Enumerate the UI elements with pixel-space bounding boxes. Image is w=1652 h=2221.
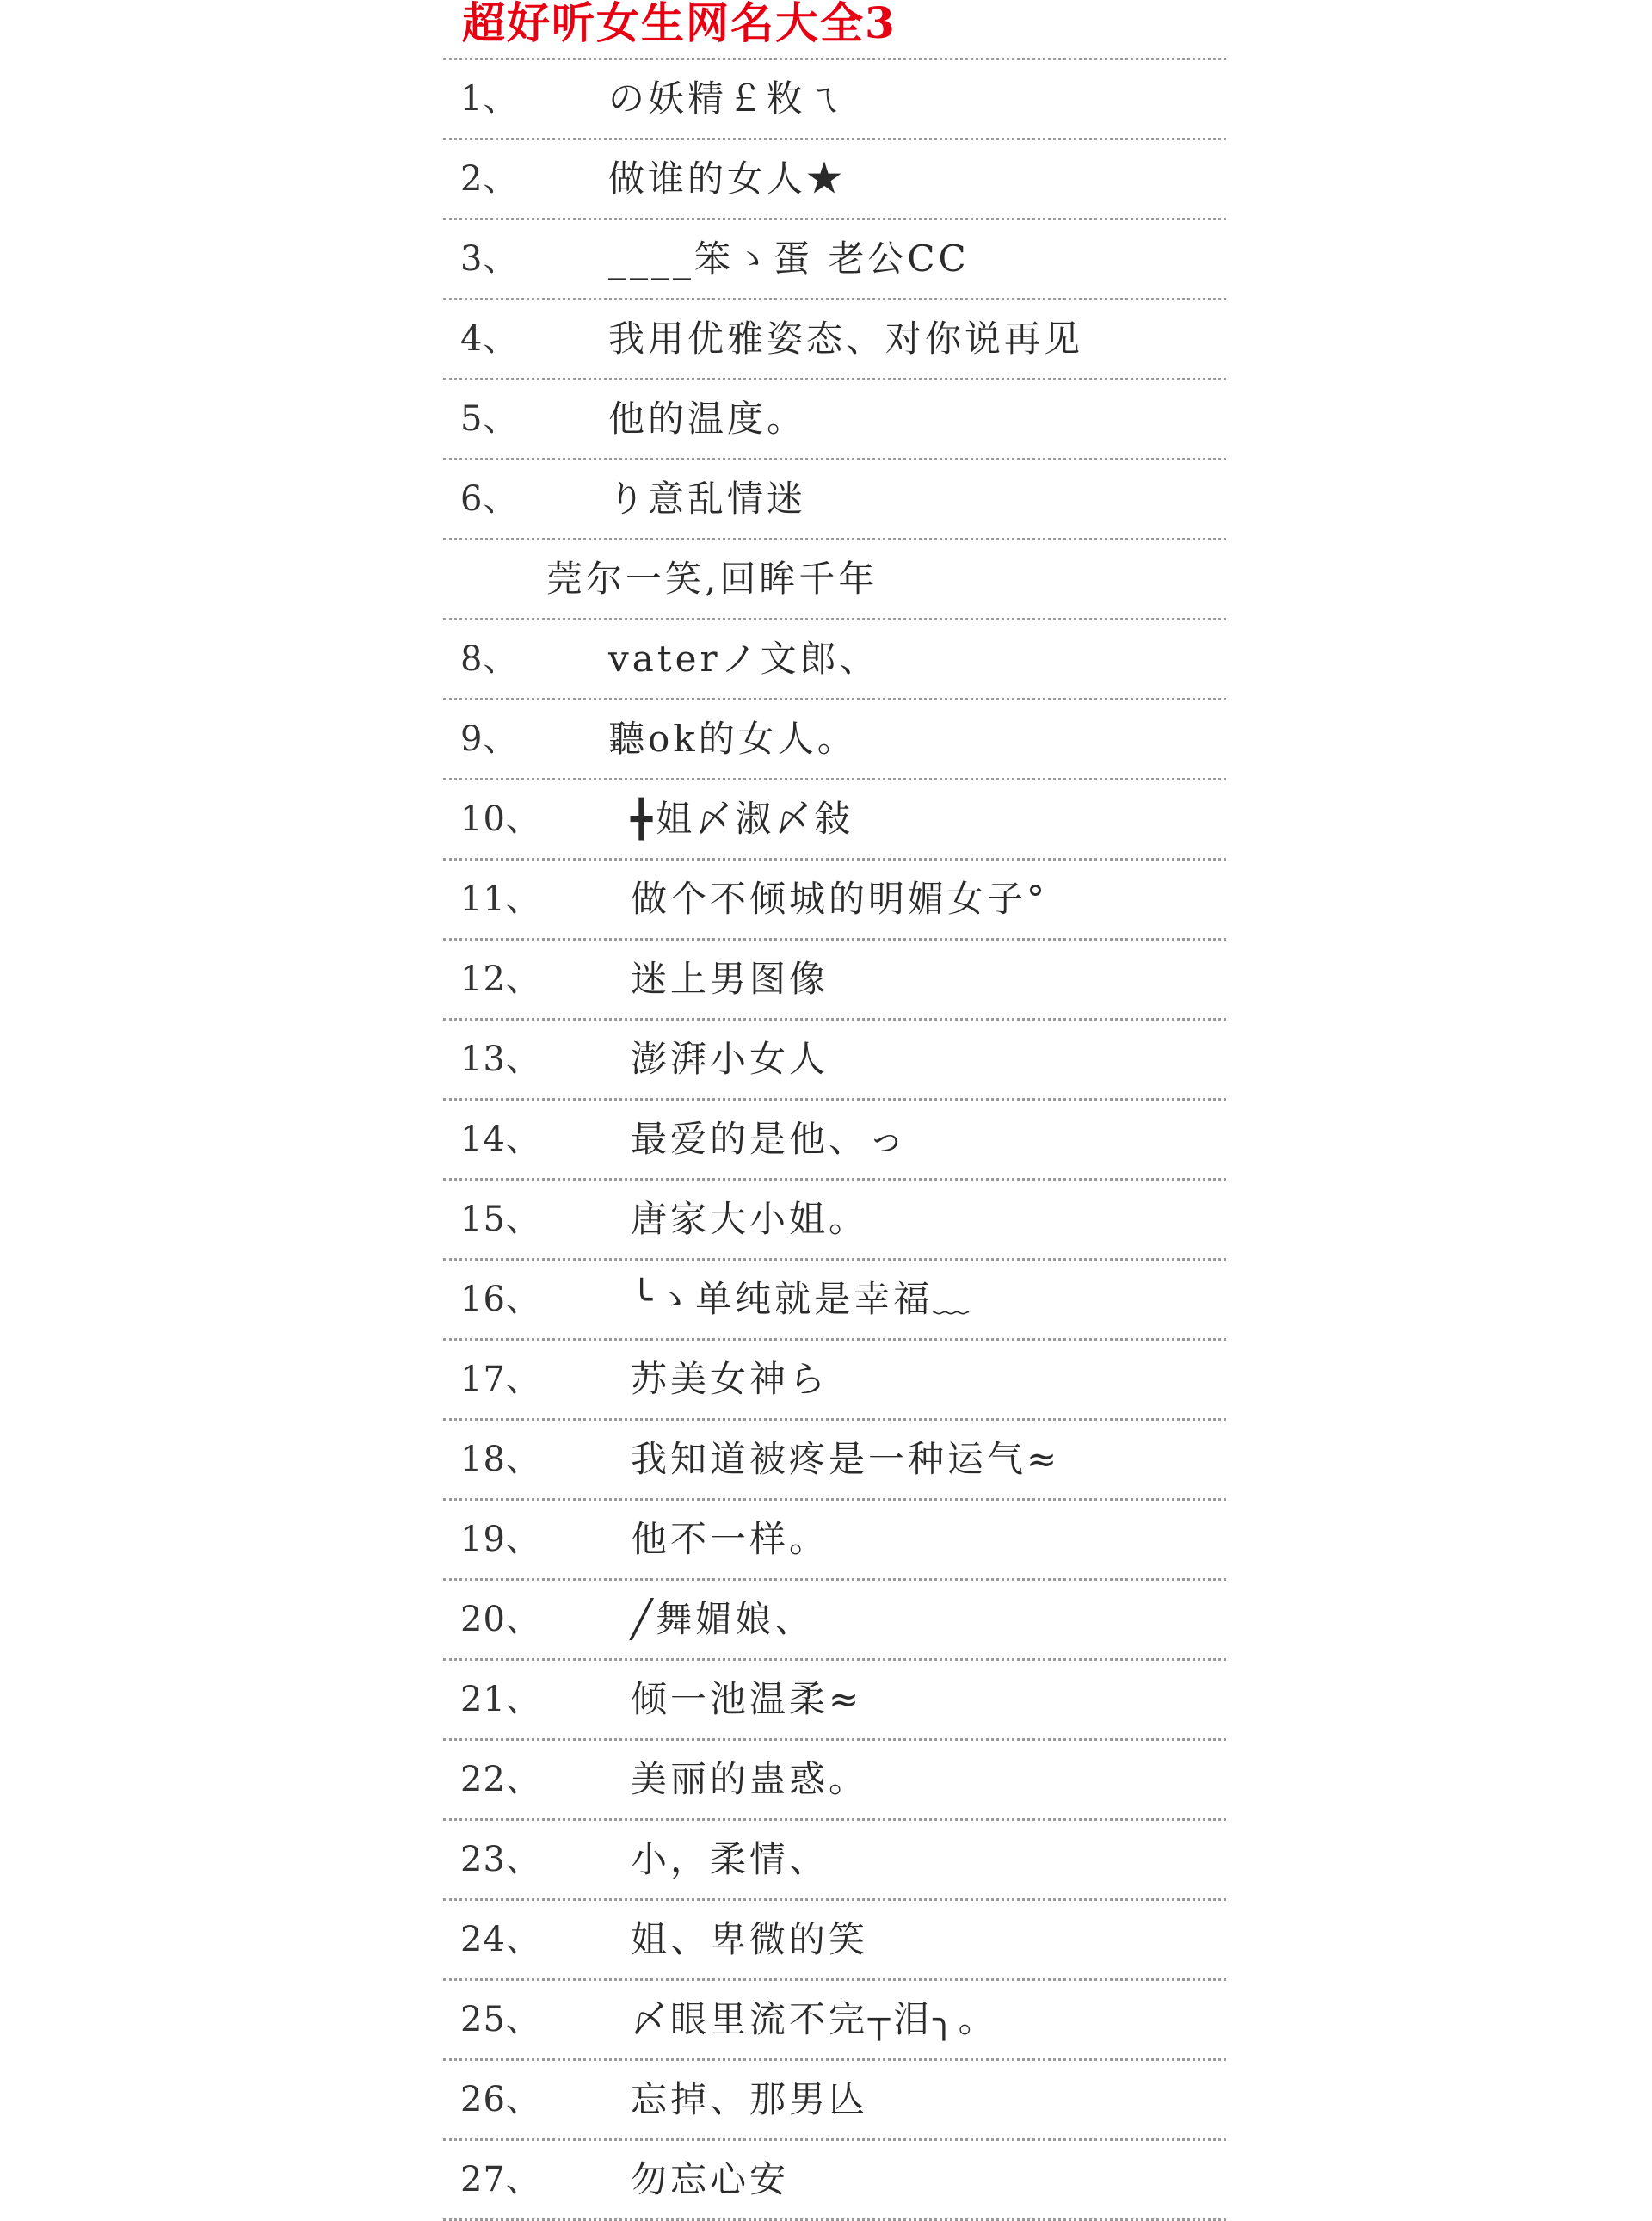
- item-number: 24、: [460, 1920, 541, 1959]
- item-number: 6、: [460, 479, 519, 519]
- item-nickname: 姐、卑微的笑: [631, 1918, 869, 1960]
- item-nickname: ╰ゝ单纯就是幸福﹏: [631, 1278, 973, 1320]
- item-nickname: 做谁的女人★: [608, 157, 847, 200]
- item-nickname: ╱舞媚娘、: [631, 1598, 815, 1640]
- item-number: 16、: [460, 1280, 541, 1319]
- list-item: [443, 1101, 1226, 1181]
- item-nickname: 美丽的蛊惑。: [631, 1758, 869, 1800]
- item-number: 13、: [460, 1040, 541, 1079]
- item-number: 27、: [460, 2160, 541, 2199]
- item-number: 5、: [460, 399, 519, 439]
- item-nickname: 他不一样。: [631, 1518, 829, 1560]
- list-item: [443, 1181, 1226, 1261]
- item-number: 25、: [460, 2000, 541, 2039]
- list-item: [443, 1581, 1226, 1661]
- item-nickname: ╋姐〆淑〆敍: [631, 798, 854, 840]
- list-item: [443, 140, 1226, 220]
- item-nickname: 我用优雅姿态、对你说再见: [608, 318, 1084, 360]
- item-number: 20、: [460, 1600, 541, 1639]
- list-item: [443, 380, 1226, 460]
- item-nickname: 勿忘心安: [631, 2158, 790, 2200]
- list-item: [443, 60, 1226, 140]
- item-nickname: 苏美女神ら: [631, 1358, 829, 1400]
- item-number: 26、: [460, 2080, 541, 2119]
- item-nickname: り意乱情迷: [608, 478, 807, 520]
- item-number: 3、: [460, 239, 519, 279]
- item-nickname: 他的温度。: [608, 398, 807, 440]
- item-nickname: 〆眼里流不完┬泪╮。: [631, 1998, 998, 2040]
- item-nickname: 最爱的是他、っ: [631, 1118, 909, 1160]
- item-number: 22、: [460, 1760, 541, 1799]
- item-nickname: 迷上男图像: [631, 958, 829, 1000]
- item-number: 19、: [460, 1520, 541, 1559]
- list-item: [443, 1821, 1226, 1901]
- list-item: [443, 780, 1226, 861]
- item-nickname: 倾一池温柔≈: [631, 1678, 863, 1720]
- item-number: 18、: [460, 1440, 541, 1479]
- item-nickname: 澎湃小女人: [631, 1038, 829, 1080]
- list-item: [443, 1661, 1226, 1741]
- item-number: 17、: [460, 1360, 541, 1399]
- item-nickname: 我知道被疼是一种运气≈: [631, 1438, 1061, 1480]
- list-item: [443, 1501, 1226, 1581]
- item-number: 21、: [460, 1680, 541, 1719]
- item-number: 11、: [460, 879, 541, 919]
- item-number: 8、: [460, 639, 519, 679]
- list-item: [443, 1901, 1226, 1981]
- list-item: [443, 861, 1226, 941]
- list-item: [443, 700, 1226, 780]
- list-item: [443, 220, 1226, 300]
- item-nickname: の妖精￡敉ㄟ: [608, 77, 847, 120]
- item-number: 12、: [460, 959, 541, 999]
- list-item: [443, 2141, 1226, 2221]
- name-list-sheet: [443, 0, 1226, 2221]
- item-number: 14、: [460, 1120, 541, 1159]
- item-nickname: 做个不倾城的明媚女子°: [631, 878, 1049, 920]
- item-nickname: 忘掉、那男亾: [631, 2078, 869, 2120]
- list-item: [443, 460, 1226, 540]
- list-item: [443, 941, 1226, 1021]
- list-item: [443, 540, 1226, 620]
- list-item: [443, 1021, 1226, 1101]
- list-item: [443, 1261, 1226, 1341]
- item-nickname: 唐家大小姐。: [631, 1198, 869, 1240]
- item-number: 2、: [460, 159, 519, 199]
- item-number: 15、: [460, 1200, 541, 1239]
- item-number: 23、: [460, 1840, 541, 1879]
- item-number: 9、: [460, 719, 519, 759]
- item-nickname: 聽ok的女人。: [608, 718, 857, 760]
- list-item: [443, 620, 1226, 700]
- item-number: 1、: [460, 79, 519, 119]
- item-number: 10、: [460, 799, 541, 839]
- list-item: [443, 300, 1226, 380]
- item-nickname: 莞尔一笑,回眸千年: [546, 558, 878, 600]
- list-item: [443, 1421, 1226, 1501]
- item-nickname: ____笨ゝ蛋 老公CC: [608, 238, 970, 280]
- list-item: [443, 2061, 1226, 2141]
- item-number: 4、: [460, 319, 519, 359]
- name-list: [443, 60, 1226, 2221]
- list-item: [443, 1981, 1226, 2061]
- page-title: 超好听女生网名大全3: [443, 0, 1226, 60]
- list-item: [443, 1341, 1226, 1421]
- list-item: [443, 1741, 1226, 1821]
- item-nickname: 小，柔情、: [631, 1838, 829, 1880]
- item-nickname: vaterノ文郎、: [608, 638, 879, 680]
